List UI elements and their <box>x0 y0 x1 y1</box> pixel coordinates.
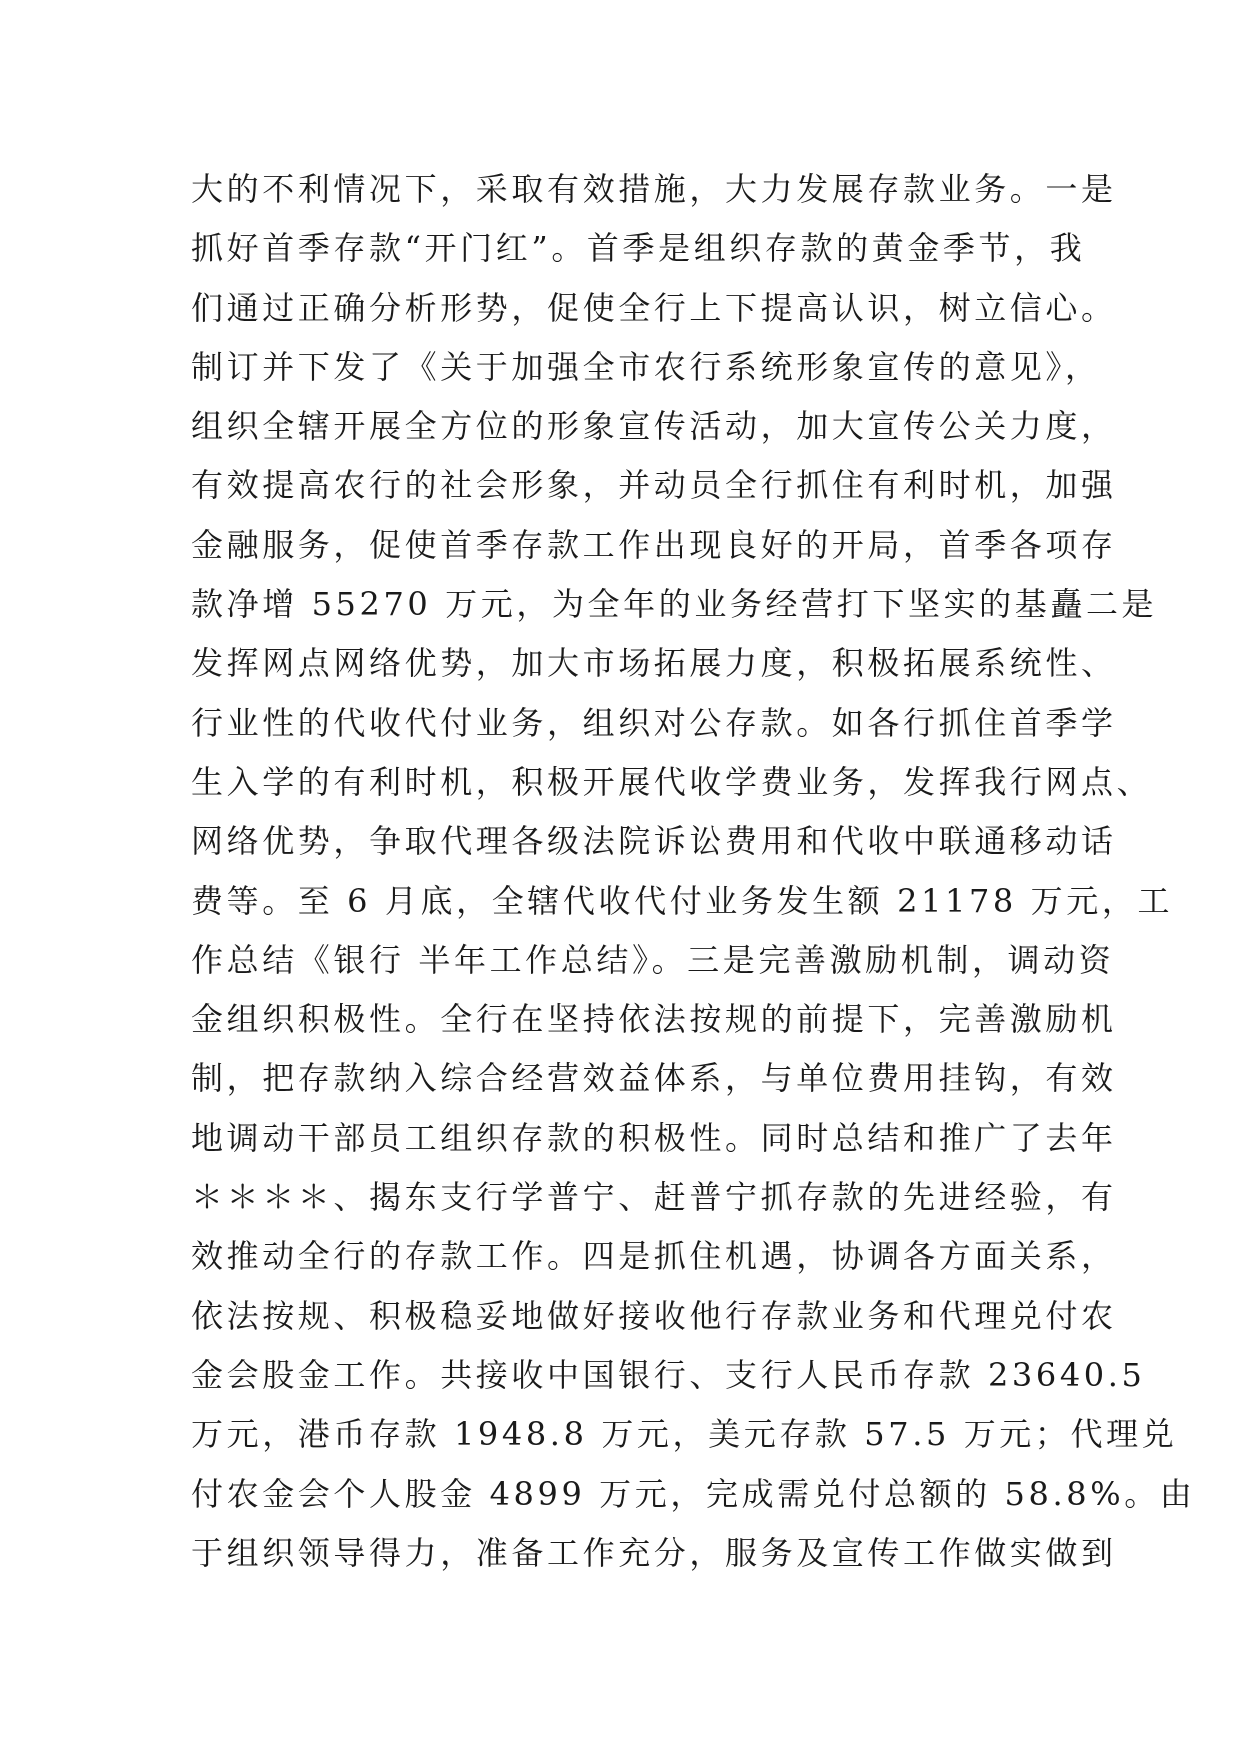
text-line: 付农金会个人股金 4899 万元，完成需兑付总额的 58.8%。由 <box>191 1474 1196 1513</box>
text-line: 大的不利情况下，采取有效措施，大力发展存款业务。一是 <box>191 170 1117 208</box>
text-line: ＊＊＊＊、揭东支行学普宁、赶普宁抓存款的先进经验，有 <box>191 1178 1117 1217</box>
text-line: 金融服务，促使首季存款工作出现良好的开局，首季各项存 <box>191 525 1117 564</box>
text-line: 生入学的有利时机，积极开展代收学费业务，发挥我行网点、 <box>191 762 1153 801</box>
text-line: 行业性的代收代付业务，组织对公存款。如各行抓住首季学 <box>191 703 1117 742</box>
text-line: 款净增 55270 万元，为全年的业务经营打下坚实的基矗二是 <box>191 585 1158 624</box>
text-line: 于组织领导得力，准备工作充分，服务及宣传工作做实做到 <box>191 1533 1117 1572</box>
text-line: 制，把存款纳入综合经营效益体系，与单位费用挂钩，有效 <box>191 1059 1117 1098</box>
text-line: 效推动全行的存款工作。四是抓住机遇，协调各方面关系， <box>191 1237 1117 1276</box>
text-line: 发挥网点网络优势，加大市场拓展力度，积极拓展系统性、 <box>191 644 1117 683</box>
text-line: 作总结《银行 半年工作总结》。三是完善激励机制，调动资 <box>191 940 1115 979</box>
text-line: 地调动干部员工组织存款的积极性。同时总结和推广了去年 <box>191 1118 1117 1157</box>
text-line: 们通过正确分析形势，促使全行上下提高认识，树立信心。 <box>191 288 1117 327</box>
text-line: 有效提高农行的社会形象，并动员全行抓住有利时机，加强 <box>191 466 1117 505</box>
text-line: 万元，港币存款 1948.8 万元，美元存款 57.5 万元；代理兑 <box>191 1415 1178 1454</box>
text-line: 金组织积极性。全行在坚持依法按规的前提下，完善激励机 <box>191 1000 1117 1039</box>
text-line: 组织全辖开展全方位的形象宣传活动，加大宣传公关力度， <box>191 407 1117 446</box>
text-line: 依法按规、积极稳妥地做好接收他行存款业务和代理兑付农 <box>191 1296 1117 1335</box>
text-line: 网络优势，争取代理各级法院诉讼费用和代收中联通移动话 <box>191 822 1117 861</box>
text-line: 金会股金工作。共接收中国银行、支行人民币存款 23640.5 <box>191 1355 1146 1394</box>
text-line: 制订并下发了《关于加强全市农行系统形象宣传的意见》， <box>191 347 1101 386</box>
body-text <box>191 160 1196 1583</box>
text-line: 抓好首季存款“开门红”。首季是组织存款的黄金季节，我 <box>191 229 1086 268</box>
text-line: 费等。至 6 月底，全辖代收代付业务发生额 21178 万元，工 <box>191 881 1174 920</box>
